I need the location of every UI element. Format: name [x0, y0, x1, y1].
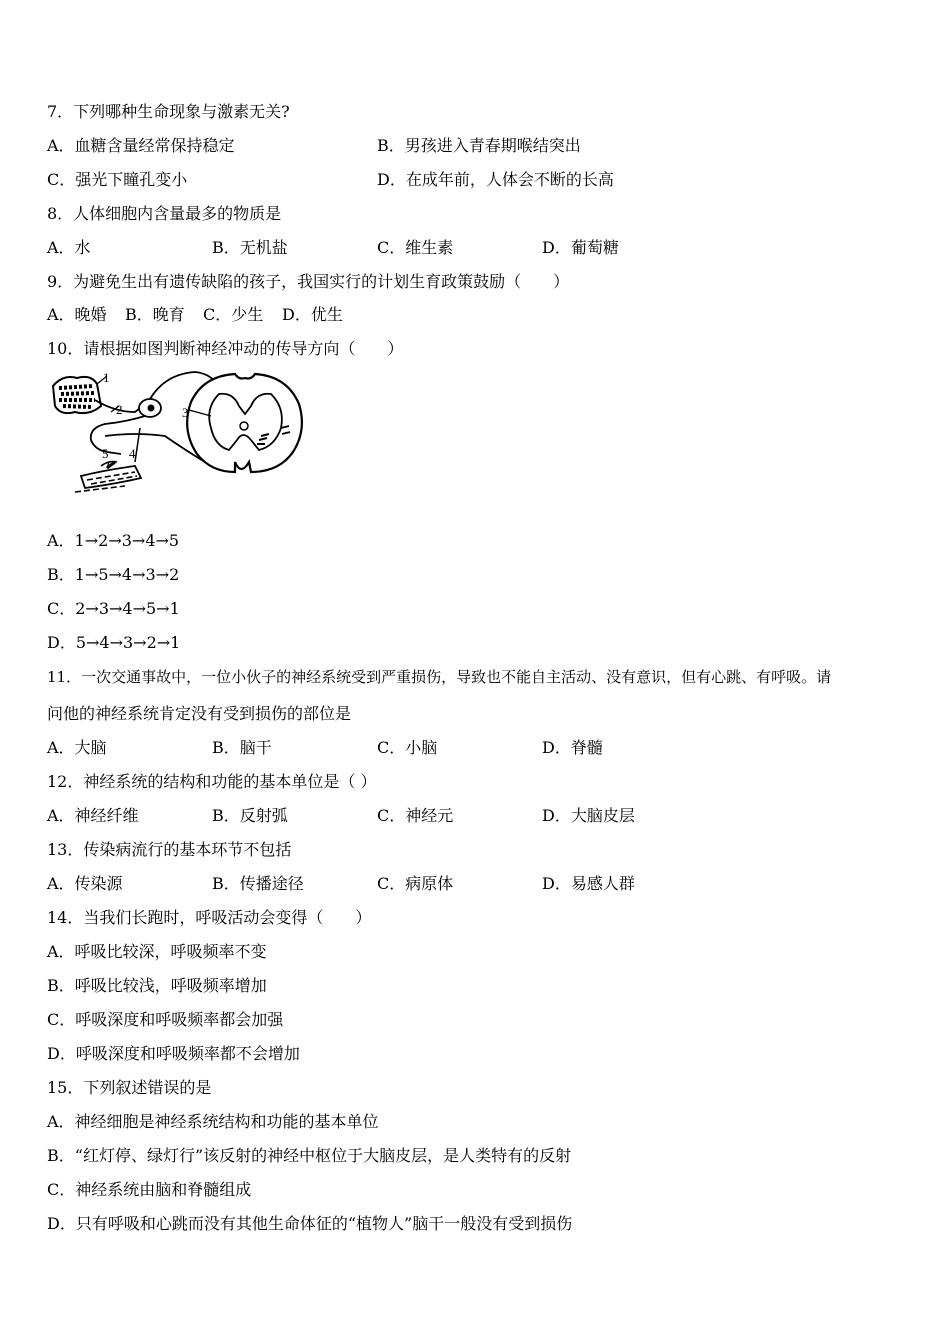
- q7-option-c: C．强光下瞳孔变小: [47, 170, 188, 189]
- q15-option-c: C．神经系统由脑和脊髓组成: [47, 1180, 252, 1199]
- q8-stem: 8．人体细胞内含量最多的物质是: [47, 204, 282, 223]
- q15-option-b: B．“红灯停、绿灯行”该反射的神经中枢位于大脑皮层，是人类特有的反射: [47, 1146, 572, 1165]
- q10-option-b: B．1→5→4→3→2: [47, 565, 180, 584]
- q11-stem-line2: 问他的神经系统肯定没有受到损伤的部位是: [47, 704, 352, 723]
- q14-option-d: D．呼吸深度和呼吸频率都不会增加: [47, 1044, 300, 1063]
- q15-option-a: A．神经细胞是神经系统结构和功能的基本单位: [47, 1112, 379, 1131]
- q10-option-a: A．1→2→3→4→5: [47, 531, 180, 550]
- q8-option-d: D．葡萄糖: [542, 238, 619, 257]
- figure-label-1: 1: [103, 370, 110, 385]
- q8-option-b: B．无机盐: [212, 238, 288, 257]
- q11-option-b: B．脑干: [212, 738, 272, 757]
- q11-option-d: D．脊髓: [542, 738, 603, 757]
- q12-stem: 12．神经系统的结构和功能的基本单位是（ ）: [47, 772, 377, 791]
- q7-option-d: D．在成年前，人体会不断的长高: [377, 170, 614, 189]
- figure-label-2: 2: [116, 402, 123, 417]
- q10-stem: 10．请根据如图判断神经冲动的传导方向（ ）: [47, 339, 404, 358]
- q7-stem: 7．下列哪种生命现象与激素无关?: [47, 102, 290, 121]
- q11-stem-line1: 11．一次交通事故中，一位小伙子的神经系统受到严重损伤，导致也不能自主活动、没有意识，但有心跳、有呼吸。请: [47, 668, 832, 686]
- q13-option-d: D．易感人群: [542, 874, 635, 893]
- q13-stem: 13．传染病流行的基本环节不包括: [47, 840, 292, 859]
- spinal-cord-section: [187, 374, 302, 472]
- q7-option-a: A．血糖含量经常保持稳定: [47, 136, 235, 155]
- q12-option-b: B．反射弧: [212, 806, 288, 825]
- q10-option-d: D．5→4→3→2→1: [47, 633, 181, 652]
- q7-option-b: B．男孩进入青春期喉结突出: [377, 136, 581, 155]
- q9-option-d: D．优生: [282, 305, 343, 324]
- q14-stem: 14．当我们长跑时，呼吸活动会变得（ ）: [47, 908, 372, 927]
- figure-label-4: 4: [129, 446, 136, 461]
- q10-option-c: C．2→3→4→5→1: [47, 599, 180, 618]
- figure-label-3: 3: [182, 405, 189, 420]
- q11-option-c: C．小脑: [377, 738, 438, 757]
- q9-option-a: A．晚婚: [47, 305, 107, 324]
- reflex-arc-figure: [45, 366, 310, 514]
- receptor-skin: [53, 377, 101, 413]
- q8-option-c: C．维生素: [377, 238, 454, 257]
- q9-stem: 9．为避免生出有遗传缺陷的孩子，我国实行的计划生育政策鼓励（ ）: [47, 272, 570, 291]
- q13-option-c: C．病原体: [377, 874, 454, 893]
- q11-option-a: A．大脑: [47, 738, 107, 757]
- q12-option-d: D．大脑皮层: [542, 806, 635, 825]
- q14-option-a: A．呼吸比较深，呼吸频率不变: [47, 942, 267, 961]
- q12-option-a: A．神经纤维: [47, 806, 139, 825]
- q14-option-c: C．呼吸深度和呼吸频率都会加强: [47, 1010, 284, 1029]
- figure-label-5: 5: [102, 446, 109, 461]
- q13-option-a: A．传染源: [47, 874, 123, 893]
- q9-option-b: B．晚育: [125, 305, 185, 324]
- q15-stem: 15．下列叙述错误的是: [47, 1078, 212, 1097]
- q8-option-a: A．水: [47, 238, 91, 257]
- q14-option-b: B．呼吸比较浅，呼吸频率增加: [47, 976, 267, 995]
- q15-option-d: D．只有呼吸和心跳而没有其他生命体征的“植物人”脑干一般没有受到损伤: [47, 1214, 573, 1233]
- q12-option-c: C．神经元: [377, 806, 454, 825]
- q9-option-c: C．少生: [203, 305, 264, 324]
- q13-option-b: B．传播途径: [212, 874, 304, 893]
